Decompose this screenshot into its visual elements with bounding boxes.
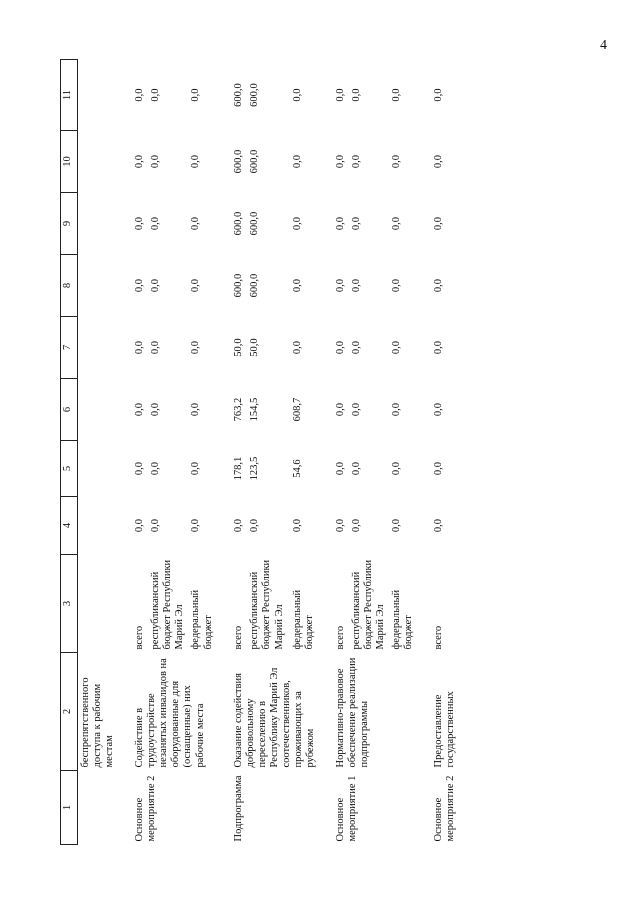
value-cell: 0,0	[134, 88, 146, 102]
value-cell: 0,0	[335, 461, 346, 476]
value-cell: 0,0	[351, 88, 363, 102]
value-cell: 0,0	[134, 402, 146, 417]
value-cell: 0,0	[433, 278, 445, 293]
table-body	[78, 60, 460, 845]
value-cell: 0,0	[391, 216, 403, 231]
spacer-row	[417, 60, 431, 845]
funding-source: всего	[433, 625, 445, 650]
value-cell: 0,0	[335, 154, 346, 169]
value-cell: 0,0	[351, 340, 363, 355]
value-cell: 0,0	[391, 88, 403, 102]
value-cell: 0,0	[190, 216, 202, 231]
block-name: Оказание содействия добровольному переселению в Республику Марий Эл соотечественников, проживающих за рубежом	[232, 667, 316, 768]
value-cell: 600,0	[249, 149, 261, 174]
value-cell: 0,0	[291, 216, 303, 231]
value-cell: 0,0	[150, 340, 162, 355]
col-header: 10	[61, 131, 78, 193]
value-cell: 0,0	[335, 340, 346, 355]
value-cell: 0,0	[335, 278, 346, 293]
block-type: Подпрограмма	[232, 775, 244, 842]
value-cell: 0,0	[190, 461, 202, 476]
funding-source: всего	[232, 625, 244, 650]
col-header: 9	[61, 193, 78, 255]
value-cell: 0,0	[190, 518, 202, 533]
value-cell: 50,0	[249, 338, 261, 357]
value-cell: 600,0	[249, 273, 261, 298]
value-cell: 0,0	[391, 278, 403, 293]
col-header: 11	[61, 60, 78, 131]
value-cell: 0,0	[134, 518, 146, 533]
value-cell: 0,0	[134, 461, 146, 476]
value-cell: 50,0	[232, 338, 244, 357]
value-cell: 154,5	[249, 397, 261, 422]
block-name: Содействие в трудоустройстве незанятых инвалидов на оборудованные для (оснащенные) них рабочие места	[134, 658, 206, 768]
value-cell: 0,0	[190, 278, 202, 293]
funding-source: республиканский бюджет Республики Марий Эл	[150, 559, 186, 650]
value-cell: 0,0	[335, 402, 346, 417]
funding-source: федеральный бюджет	[190, 589, 214, 650]
value-cell: 600,0	[232, 273, 244, 298]
value-cell: 0,0	[335, 88, 346, 102]
block-type: Основное мероприятие 1	[335, 775, 359, 842]
col-header: 4	[61, 497, 78, 555]
value-cell: 0,0	[433, 461, 445, 476]
table-row	[132, 60, 148, 845]
value-cell: 0,0	[291, 340, 303, 355]
value-cell: 0,0	[150, 278, 162, 293]
value-cell: 608,7	[291, 397, 303, 422]
budget-table	[60, 59, 460, 845]
value-cell: 600,0	[232, 83, 244, 107]
value-cell: 0,0	[190, 88, 202, 102]
value-cell: 0,0	[335, 518, 346, 533]
value-cell: 0,0	[433, 340, 445, 355]
value-cell: 0,0	[351, 518, 363, 533]
value-cell: 0,0	[391, 340, 403, 355]
continuation-row	[78, 60, 119, 845]
table-row	[333, 60, 349, 845]
value-cell: 0,0	[433, 88, 445, 102]
col-header: 3	[61, 555, 78, 653]
col-header: 1	[61, 771, 78, 845]
value-cell: 178,1	[232, 456, 244, 481]
value-cell: 0,0	[190, 402, 202, 417]
col-header: 6	[61, 379, 78, 441]
col-header: 5	[61, 441, 78, 497]
value-cell: 0,0	[391, 402, 403, 417]
value-cell: 600,0	[232, 149, 244, 174]
value-cell: 0,0	[351, 154, 363, 169]
value-cell: 0,0	[433, 216, 445, 231]
value-cell: 763,2	[232, 397, 244, 422]
spacer-row	[217, 60, 231, 845]
value-cell: 0,0	[351, 402, 363, 417]
value-cell: 0,0	[291, 88, 303, 102]
value-cell: 0,0	[150, 154, 162, 169]
col-header: 8	[61, 255, 78, 317]
funding-source: всего	[134, 625, 146, 650]
value-cell: 0,0	[150, 216, 162, 231]
value-cell: 600,0	[232, 211, 244, 236]
funding-source: всего	[335, 625, 346, 650]
block-type: Основное мероприятие 2	[134, 775, 158, 842]
value-cell: 54,6	[291, 459, 303, 478]
block-type: Основное мероприятие 2	[433, 775, 457, 842]
value-cell: 0,0	[391, 461, 403, 476]
col-header: 7	[61, 317, 78, 379]
funding-source: федеральный бюджет	[291, 589, 315, 650]
value-cell: 0,0	[291, 154, 303, 169]
value-cell: 0,0	[232, 518, 244, 533]
block-name: Предоставление государственных	[433, 691, 457, 768]
value-cell: 600,0	[249, 83, 261, 107]
table-row	[431, 60, 459, 845]
value-cell: 0,0	[391, 154, 403, 169]
value-cell: 0,0	[249, 518, 261, 533]
funding-source: федеральный бюджет	[391, 589, 415, 650]
funding-source: республиканский бюджет Республики Марий Эл	[249, 559, 285, 650]
col-header: 2	[61, 653, 78, 771]
value-cell: 0,0	[150, 461, 162, 476]
value-cell: 0,0	[391, 518, 403, 533]
value-cell: 0,0	[190, 154, 202, 169]
table-header	[61, 60, 78, 845]
value-cell: 0,0	[150, 402, 162, 417]
value-cell: 0,0	[335, 216, 346, 231]
value-cell: 0,0	[134, 340, 146, 355]
table-row	[231, 60, 248, 845]
value-cell: 0,0	[150, 518, 162, 533]
value-cell: 123,5	[249, 456, 261, 481]
value-cell: 0,0	[190, 340, 202, 355]
value-cell: 0,0	[433, 518, 445, 533]
value-cell: 0,0	[433, 402, 445, 417]
spacer-row	[319, 60, 333, 845]
value-cell: 0,0	[134, 154, 146, 169]
value-cell: 0,0	[433, 154, 445, 169]
value-cell: 0,0	[150, 88, 162, 102]
value-cell: 0,0	[291, 518, 303, 533]
value-cell: 0,0	[134, 216, 146, 231]
value-cell: 600,0	[249, 211, 261, 236]
spacer-row	[118, 60, 132, 845]
continuation-text: беспрепятственного доступа к рабочим местам	[80, 677, 116, 768]
value-cell: 0,0	[351, 461, 363, 476]
page-number: 4	[600, 38, 607, 53]
value-cell: 0,0	[291, 278, 303, 293]
value-cell: 0,0	[351, 216, 363, 231]
block-name: Нормативно-правовое обеспечение реализации подпрограммы	[335, 657, 371, 768]
funding-source: республиканский бюджет Республики Марий Эл	[351, 559, 387, 650]
value-cell: 0,0	[134, 278, 146, 293]
value-cell: 0,0	[351, 278, 363, 293]
